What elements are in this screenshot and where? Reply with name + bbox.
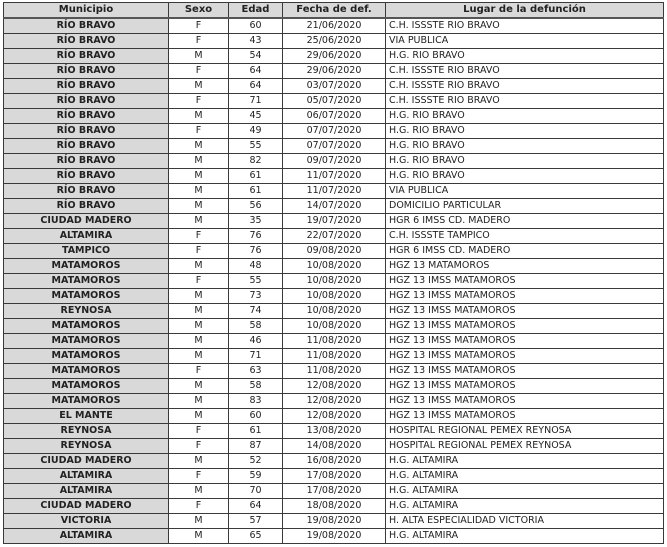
table-row (4, 214, 664, 229)
cell-fecha: 17/08/2020 (283, 469, 386, 484)
cell-fecha: 12/08/2020 (283, 409, 386, 424)
cell-edad: 46 (229, 334, 283, 349)
cell-edad: 58 (229, 379, 283, 394)
cell-lugar: H.G. ALTAMIRA (386, 454, 664, 469)
header-municipio: Municipio (4, 3, 169, 19)
cell-municipio: RÍO BRAVO (4, 18, 169, 34)
table-row (4, 124, 664, 139)
cell-lugar: HGZ 13 IMSS MATAMOROS (386, 349, 664, 364)
cell-sexo: F (169, 439, 229, 454)
cell-sexo: M (169, 319, 229, 334)
cell-lugar: H.G. ALTAMIRA (386, 469, 664, 484)
cell-lugar: DOMICILIO PARTICULAR (386, 199, 664, 214)
cell-lugar: H.G. ALTAMIRA (386, 499, 664, 514)
cell-edad: 48 (229, 259, 283, 274)
table-row (4, 244, 664, 259)
cell-municipio: RÍO BRAVO (4, 124, 169, 139)
cell-lugar: HGZ 13 IMSS MATAMOROS (386, 394, 664, 409)
cell-fecha: 05/07/2020 (283, 94, 386, 109)
cell-edad: 63 (229, 364, 283, 379)
cell-sexo: M (169, 349, 229, 364)
cell-municipio: MATAMOROS (4, 289, 169, 304)
table-row (4, 484, 664, 499)
cell-fecha: 19/08/2020 (283, 514, 386, 529)
cell-lugar: H.G. RIO BRAVO (386, 124, 664, 139)
table-row (4, 49, 664, 64)
cell-lugar: H.G. ALTAMIRA (386, 484, 664, 499)
cell-lugar: HGR 6 IMSS CD. MADERO (386, 244, 664, 259)
cell-lugar: H.G. ALTAMIRA (386, 529, 664, 544)
cell-lugar: HGR 6 IMSS CD. MADERO (386, 214, 664, 229)
cell-fecha: 09/08/2020 (283, 244, 386, 259)
cell-fecha: 11/07/2020 (283, 169, 386, 184)
cell-sexo: M (169, 514, 229, 529)
header-edad: Edad (229, 3, 283, 19)
cell-fecha: 25/06/2020 (283, 34, 386, 49)
cell-sexo: F (169, 424, 229, 439)
cell-edad: 87 (229, 439, 283, 454)
cell-fecha: 09/07/2020 (283, 154, 386, 169)
table-row (4, 274, 664, 289)
cell-fecha: 18/08/2020 (283, 499, 386, 514)
cell-sexo: M (169, 454, 229, 469)
cell-municipio: MATAMOROS (4, 334, 169, 349)
cell-edad: 64 (229, 499, 283, 514)
cell-fecha: 29/06/2020 (283, 64, 386, 79)
cell-sexo: M (169, 379, 229, 394)
table-row (4, 334, 664, 349)
cell-municipio: REYNOSA (4, 439, 169, 454)
cell-municipio: MATAMOROS (4, 319, 169, 334)
cell-edad: 74 (229, 304, 283, 319)
cell-lugar: HGZ 13 IMSS MATAMOROS (386, 304, 664, 319)
table-row (4, 349, 664, 364)
cell-municipio: RÍO BRAVO (4, 109, 169, 124)
cell-edad: 61 (229, 424, 283, 439)
cell-municipio: ALTAMIRA (4, 484, 169, 499)
table-body (4, 18, 664, 544)
cell-lugar: H.G. RIO BRAVO (386, 139, 664, 154)
cell-municipio: RÍO BRAVO (4, 169, 169, 184)
cell-sexo: F (169, 469, 229, 484)
cell-municipio: ALTAMIRA (4, 469, 169, 484)
cell-fecha: 22/07/2020 (283, 229, 386, 244)
cell-municipio: EL MANTE (4, 409, 169, 424)
deaths-table (3, 2, 664, 544)
cell-fecha: 13/08/2020 (283, 424, 386, 439)
cell-edad: 55 (229, 274, 283, 289)
cell-fecha: 11/08/2020 (283, 334, 386, 349)
cell-municipio: CIUDAD MADERO (4, 454, 169, 469)
cell-lugar: H.G. RIO BRAVO (386, 169, 664, 184)
table-row (4, 304, 664, 319)
cell-sexo: F (169, 34, 229, 49)
cell-sexo: F (169, 64, 229, 79)
cell-lugar: H.G. RIO BRAVO (386, 49, 664, 64)
cell-municipio: CIUDAD MADERO (4, 499, 169, 514)
cell-edad: 58 (229, 319, 283, 334)
cell-lugar: C.H. ISSSTE RIO BRAVO (386, 94, 664, 109)
cell-fecha: 21/06/2020 (283, 18, 386, 34)
cell-lugar: H.G. RIO BRAVO (386, 154, 664, 169)
cell-edad: 82 (229, 154, 283, 169)
cell-sexo: M (169, 259, 229, 274)
cell-sexo: M (169, 289, 229, 304)
cell-sexo: F (169, 124, 229, 139)
cell-edad: 56 (229, 199, 283, 214)
cell-edad: 52 (229, 454, 283, 469)
table-row (4, 394, 664, 409)
cell-lugar: HGZ 13 IMSS MATAMOROS (386, 289, 664, 304)
cell-fecha: 12/08/2020 (283, 379, 386, 394)
cell-edad: 45 (229, 109, 283, 124)
table-row (4, 499, 664, 514)
table-row (4, 139, 664, 154)
cell-fecha: 19/07/2020 (283, 214, 386, 229)
cell-edad: 55 (229, 139, 283, 154)
cell-sexo: F (169, 18, 229, 34)
table-row (4, 109, 664, 124)
table-row (4, 439, 664, 454)
table-row (4, 229, 664, 244)
cell-municipio: RÍO BRAVO (4, 49, 169, 64)
table-row (4, 364, 664, 379)
cell-lugar: HGZ 13 IMSS MATAMOROS (386, 379, 664, 394)
cell-edad: 60 (229, 409, 283, 424)
cell-sexo: F (169, 94, 229, 109)
cell-sexo: M (169, 529, 229, 544)
cell-sexo: F (169, 274, 229, 289)
cell-municipio: CIUDAD MADERO (4, 214, 169, 229)
table-row (4, 94, 664, 109)
cell-lugar: HGZ 13 IMSS MATAMOROS (386, 274, 664, 289)
cell-fecha: 10/08/2020 (283, 319, 386, 334)
table-row (4, 154, 664, 169)
cell-edad: 76 (229, 244, 283, 259)
table-row (4, 469, 664, 484)
cell-municipio: RÍO BRAVO (4, 154, 169, 169)
cell-sexo: M (169, 184, 229, 199)
cell-fecha: 11/08/2020 (283, 349, 386, 364)
header-fecha: Fecha de def. (283, 3, 386, 19)
cell-municipio: REYNOSA (4, 304, 169, 319)
cell-lugar: H. ALTA ESPECIALIDAD VICTORIA (386, 514, 664, 529)
table-row (4, 289, 664, 304)
cell-edad: 60 (229, 18, 283, 34)
cell-municipio: MATAMOROS (4, 349, 169, 364)
cell-fecha: 14/08/2020 (283, 439, 386, 454)
cell-sexo: M (169, 484, 229, 499)
cell-municipio: RÍO BRAVO (4, 79, 169, 94)
cell-edad: 76 (229, 229, 283, 244)
cell-municipio: MATAMOROS (4, 379, 169, 394)
cell-edad: 65 (229, 529, 283, 544)
cell-edad: 70 (229, 484, 283, 499)
cell-sexo: F (169, 244, 229, 259)
cell-edad: 71 (229, 349, 283, 364)
table-row (4, 79, 664, 94)
cell-lugar: C.H. ISSSTE RIO BRAVO (386, 18, 664, 34)
table-row (4, 184, 664, 199)
cell-sexo: M (169, 409, 229, 424)
cell-sexo: F (169, 499, 229, 514)
table-row (4, 529, 664, 544)
cell-sexo: M (169, 199, 229, 214)
cell-lugar: HGZ 13 IMSS MATAMOROS (386, 364, 664, 379)
cell-lugar: HGZ 13 IMSS MATAMOROS (386, 334, 664, 349)
table-row (4, 319, 664, 334)
table-row (4, 64, 664, 79)
cell-municipio: MATAMOROS (4, 274, 169, 289)
cell-lugar: C.H. ISSSTE RIO BRAVO (386, 64, 664, 79)
cell-municipio: RÍO BRAVO (4, 184, 169, 199)
cell-sexo: M (169, 79, 229, 94)
cell-lugar: HGZ 13 IMSS MATAMOROS (386, 409, 664, 424)
cell-lugar: HGZ 13 IMSS MATAMOROS (386, 319, 664, 334)
cell-municipio: MATAMOROS (4, 364, 169, 379)
cell-fecha: 07/07/2020 (283, 139, 386, 154)
cell-edad: 83 (229, 394, 283, 409)
cell-lugar: C.H. ISSSTE RIO BRAVO (386, 79, 664, 94)
cell-fecha: 12/08/2020 (283, 394, 386, 409)
table-row (4, 454, 664, 469)
cell-municipio: VICTORIA (4, 514, 169, 529)
cell-fecha: 17/08/2020 (283, 484, 386, 499)
cell-lugar: H.G. RIO BRAVO (386, 109, 664, 124)
cell-sexo: M (169, 394, 229, 409)
cell-sexo: M (169, 214, 229, 229)
cell-municipio: MATAMOROS (4, 394, 169, 409)
table-row (4, 379, 664, 394)
cell-edad: 49 (229, 124, 283, 139)
cell-fecha: 10/08/2020 (283, 259, 386, 274)
cell-lugar: HGZ 13 MATAMOROS (386, 259, 664, 274)
cell-edad: 54 (229, 49, 283, 64)
table-row (4, 409, 664, 424)
cell-fecha: 11/08/2020 (283, 364, 386, 379)
cell-fecha: 14/07/2020 (283, 199, 386, 214)
cell-municipio: RÍO BRAVO (4, 199, 169, 214)
cell-sexo: F (169, 364, 229, 379)
cell-sexo: M (169, 154, 229, 169)
cell-edad: 64 (229, 64, 283, 79)
header-row (4, 3, 664, 19)
cell-sexo: M (169, 109, 229, 124)
cell-fecha: 03/07/2020 (283, 79, 386, 94)
cell-municipio: ALTAMIRA (4, 229, 169, 244)
cell-lugar: VIA PUBLICA (386, 34, 664, 49)
table-row (4, 34, 664, 49)
cell-municipio: REYNOSA (4, 424, 169, 439)
cell-municipio: TAMPICO (4, 244, 169, 259)
cell-edad: 59 (229, 469, 283, 484)
cell-lugar: HOSPITAL REGIONAL PEMEX REYNOSA (386, 439, 664, 454)
cell-fecha: 16/08/2020 (283, 454, 386, 469)
cell-lugar: HOSPITAL REGIONAL PEMEX REYNOSA (386, 424, 664, 439)
cell-edad: 57 (229, 514, 283, 529)
cell-fecha: 11/07/2020 (283, 184, 386, 199)
table-row (4, 259, 664, 274)
cell-municipio: RÍO BRAVO (4, 34, 169, 49)
table-row (4, 169, 664, 184)
cell-edad: 61 (229, 184, 283, 199)
cell-fecha: 10/08/2020 (283, 274, 386, 289)
cell-sexo: M (169, 139, 229, 154)
table-row (4, 514, 664, 529)
cell-municipio: RÍO BRAVO (4, 94, 169, 109)
cell-fecha: 07/07/2020 (283, 124, 386, 139)
cell-edad: 35 (229, 214, 283, 229)
header-sexo: Sexo (169, 3, 229, 19)
cell-fecha: 19/08/2020 (283, 529, 386, 544)
cell-sexo: M (169, 169, 229, 184)
cell-fecha: 10/08/2020 (283, 289, 386, 304)
cell-sexo: M (169, 49, 229, 64)
cell-edad: 64 (229, 79, 283, 94)
cell-fecha: 06/07/2020 (283, 109, 386, 124)
cell-lugar: C.H. ISSSTE TAMPICO (386, 229, 664, 244)
cell-sexo: F (169, 229, 229, 244)
cell-fecha: 29/06/2020 (283, 49, 386, 64)
cell-municipio: ALTAMIRA (4, 529, 169, 544)
table-row (4, 18, 664, 34)
cell-municipio: RÍO BRAVO (4, 64, 169, 79)
cell-municipio: MATAMOROS (4, 259, 169, 274)
cell-edad: 43 (229, 34, 283, 49)
cell-edad: 73 (229, 289, 283, 304)
cell-sexo: M (169, 304, 229, 319)
cell-edad: 71 (229, 94, 283, 109)
cell-municipio: RÍO BRAVO (4, 139, 169, 154)
cell-edad: 61 (229, 169, 283, 184)
cell-sexo: M (169, 334, 229, 349)
table-row (4, 424, 664, 439)
cell-fecha: 10/08/2020 (283, 304, 386, 319)
header-lugar: Lugar de la defunción (386, 3, 664, 19)
cell-lugar: VIA PUBLICA (386, 184, 664, 199)
table-row (4, 199, 664, 214)
